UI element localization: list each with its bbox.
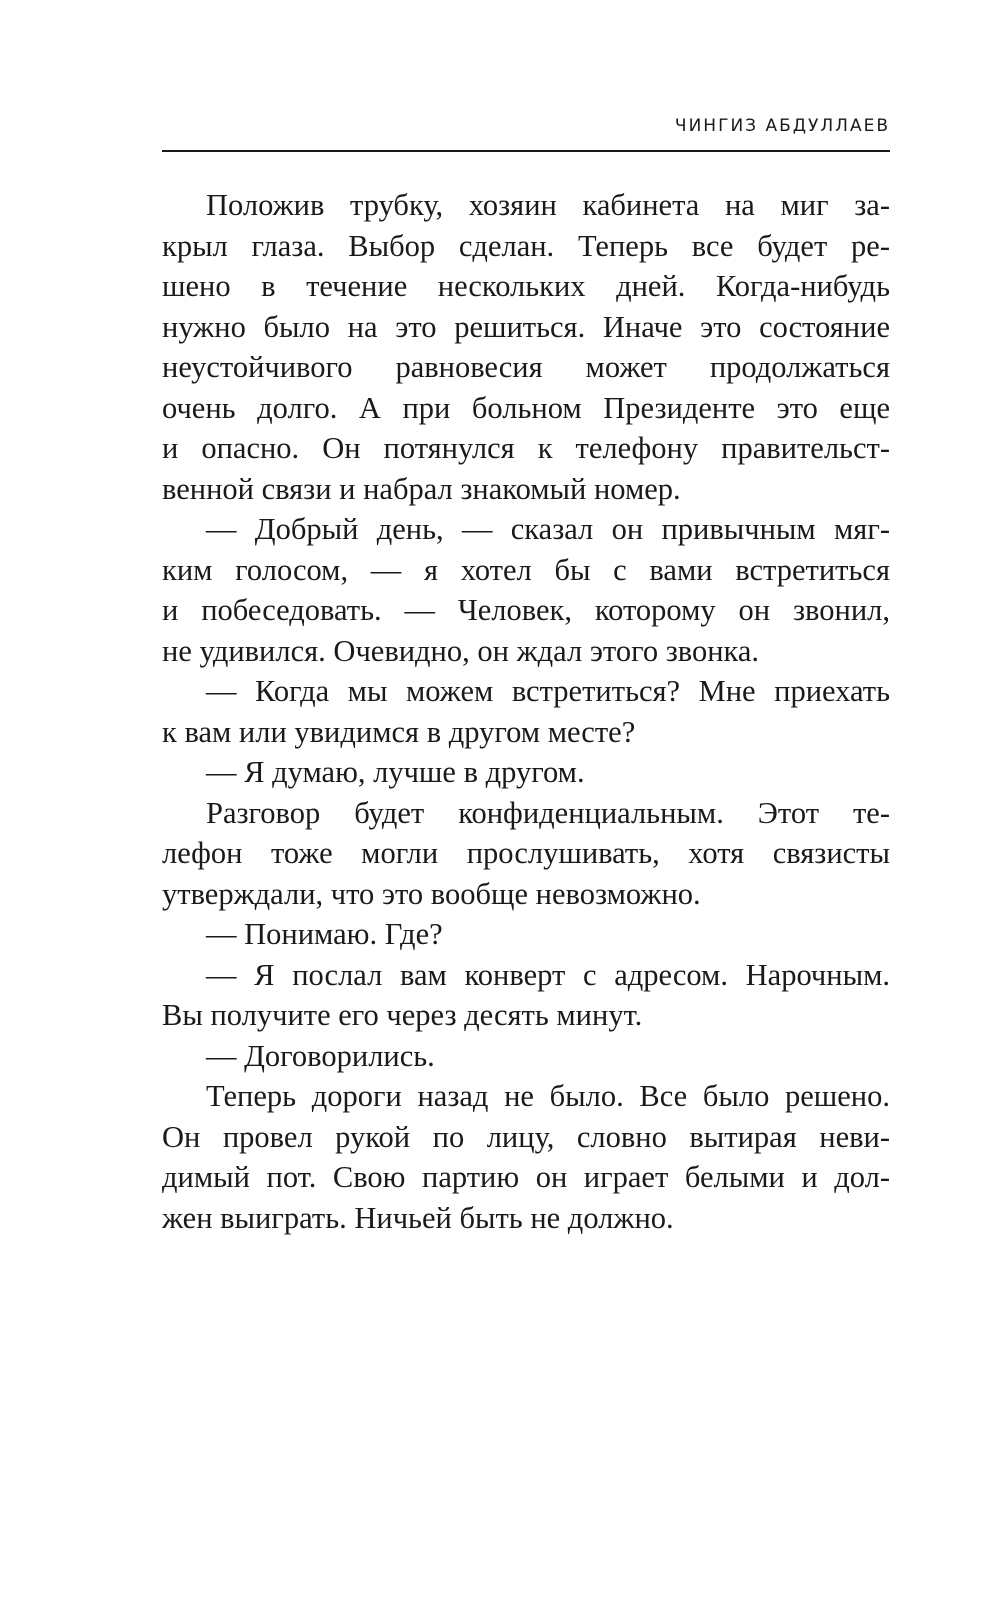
paragraph (162, 1076, 890, 1238)
text-line: шено в течение нескольких дней. Когда-нибудь (162, 269, 890, 303)
text-line: не удивился. Очевидно, он ждал этого звонка. (162, 633, 760, 668)
text-line: венной связи и набрал знакомый номер. (162, 471, 681, 506)
text-line: и побеседовать. — Человек, которому он звонил, (162, 593, 890, 627)
text-line: Он провел рукой по лицу, словно вытирая неви- (162, 1119, 890, 1154)
text-line: — Я думаю, лучше в другом. (206, 755, 585, 789)
text-line: жен выиграть. Ничьей быть не должно. (162, 1200, 674, 1235)
text-line: Теперь дороги назад не было. Все было решено. (206, 1079, 890, 1113)
text-line: димый пот. Свою партию он играет белыми и дол- (162, 1160, 890, 1194)
text-line: Положив трубку, хозяин кабинета на миг за- (206, 188, 890, 222)
paragraph (162, 509, 890, 671)
text-line: к вам или увидимся в другом месте? (162, 714, 636, 749)
text-line: утверждали, что это вообще невозможно. (162, 876, 701, 911)
text-line: Разговор будет конфиденциальным. Этот те- (206, 795, 890, 830)
paragraph (162, 671, 890, 752)
running-head (162, 110, 890, 152)
paragraph (162, 185, 890, 509)
text-line: — Я послал вам конверт с адресом. Нарочным. (206, 957, 890, 992)
text-line: очень долго. А при больном Президенте это еще (162, 390, 890, 425)
text-line: — Понимаю. Где? (206, 917, 443, 951)
paragraph (162, 752, 890, 793)
author-name: ЧИНГИЗ АБДУЛЛАЕВ (674, 116, 890, 136)
paragraph (162, 793, 890, 915)
text-line: — Когда мы можем встретиться? Мне приехать (206, 674, 890, 708)
text-line: — Добрый день, — сказал он привычным мяг- (206, 512, 890, 546)
text-line: лефон тоже могли прослушивать, хотя связисты (162, 836, 890, 870)
text-line: и опасно. Он потянулся к телефону правительст- (162, 431, 890, 465)
text-line: — Договорились. (206, 1038, 435, 1073)
text-line: неустойчивого равновесия может продолжаться (162, 350, 890, 384)
text-line: нужно было на это решиться. Иначе это состояние (162, 309, 890, 344)
text-line: ким голосом, — я хотел бы с вами встретиться (162, 552, 890, 587)
text-line: Вы получите его через десять минут. (162, 998, 643, 1032)
paragraph (162, 955, 890, 1036)
text-line: крыл глаза. Выбор сделан. Теперь все будет ре- (162, 228, 890, 263)
paragraph (162, 1036, 890, 1077)
body-text (162, 185, 890, 1238)
paragraph (162, 914, 890, 955)
